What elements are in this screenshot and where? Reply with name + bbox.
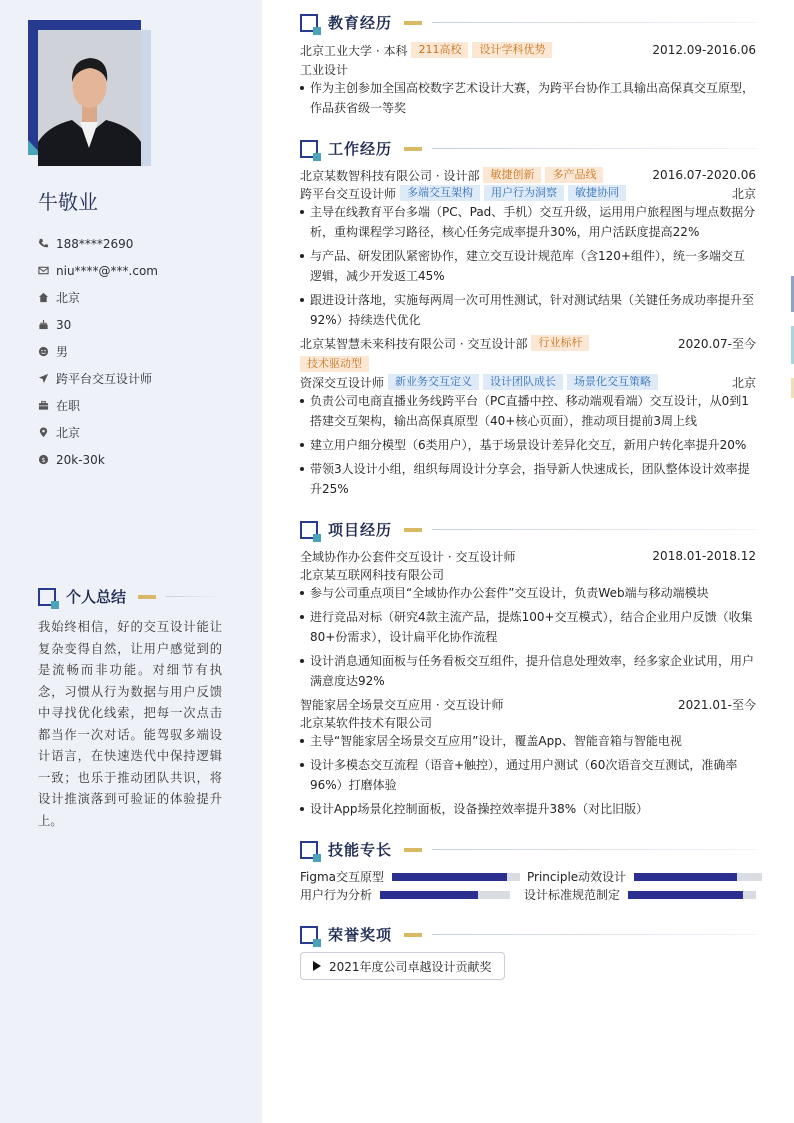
role-tag: 设计团队成长	[483, 374, 563, 390]
skill-bar-track	[380, 891, 510, 899]
company-tag: 敏捷创新	[483, 167, 541, 183]
project-title: 全域协作办公套件交互设计 · 交互设计师	[300, 549, 516, 564]
section-marker-icon	[38, 588, 56, 606]
project-org: 北京某软件技术有限公司	[300, 715, 433, 730]
skill-bar-fill	[392, 873, 507, 881]
skill-name: Figma交互原型	[300, 870, 385, 884]
contact-info-list	[38, 230, 158, 473]
skill-bar-fill	[380, 891, 478, 899]
skill-name: 用户行为分析	[300, 888, 373, 902]
info-target-city	[38, 419, 158, 446]
briefcase-icon	[38, 400, 56, 411]
education-major: 工业设计	[300, 62, 349, 77]
title-divider	[166, 596, 222, 597]
award-name: 2021年度公司卓越设计贡献奖	[329, 959, 492, 974]
company-tag: 多产品线	[545, 167, 603, 183]
role-tag: 多端交互架构	[400, 185, 480, 201]
avatar	[38, 30, 141, 166]
projects-heading	[300, 519, 756, 540]
job-city: 北京	[731, 375, 756, 390]
home-icon	[38, 292, 56, 303]
phone-value: 188****2690	[56, 236, 134, 251]
info-age	[38, 311, 158, 338]
job-role-row	[300, 373, 756, 391]
role-tag: 新业务交互定义	[388, 374, 479, 390]
candidate-name: 牛敬业	[38, 190, 98, 214]
triangle-right-icon	[313, 961, 321, 971]
title-accent-bar	[138, 595, 156, 599]
target-city-value: 北京	[56, 426, 81, 440]
money-icon	[38, 454, 56, 465]
skills-title: 技能专长	[328, 841, 393, 859]
skill-bar-fill	[628, 891, 743, 899]
info-email	[38, 257, 158, 284]
job-date: 2016.07-2020.06	[652, 168, 756, 182]
info-salary	[38, 446, 158, 473]
job-role: 资深交互设计师	[300, 375, 385, 390]
project-date: 2018.01-2018.12	[652, 549, 756, 563]
skill-item	[300, 868, 520, 885]
job-bullet: 与产品、研发团队紧密协作，建立交互设计规范库（含120+组件），统一多端交互逻辑，减少开发返工45%	[300, 246, 756, 286]
job-header	[300, 334, 756, 352]
company-tag: 行业标杆	[531, 335, 589, 351]
skill-bar-track	[634, 873, 762, 881]
summary-heading	[38, 586, 222, 607]
summary-text: 我始终相信，好的交互设计能让复杂变得自然，让用户感觉到的是流畅而非功能。对细节有执念，习惯从行为数据与用户反馈中寻找优化线索，把每一次点击都当作一次对话。能驾驭多端设计语言，在快速迭代中保持逻辑一致；也乐于推动团队共识，将设计推演落到可验证的体验提升上。	[38, 620, 222, 828]
target-job-value: 跨平台交互设计师	[56, 372, 153, 386]
project-bullet: 进行竞品对标（研究4款主流产品，提炼100+交互模式），结合企业用户反馈（收集80+份需求），设计扁平化协作流程	[300, 607, 756, 647]
job-role-row	[300, 184, 756, 202]
project-header	[300, 695, 756, 713]
email-value: niu****@***.com	[56, 263, 158, 278]
education-major-row	[300, 60, 756, 78]
section-marker-icon	[300, 926, 318, 944]
role-tag: 敏捷协同	[568, 185, 626, 201]
role-tag: 用户行为洞察	[484, 185, 564, 201]
job-city: 北京	[731, 186, 756, 201]
gender-value: 男	[56, 345, 69, 359]
location-value: 北京	[56, 291, 81, 305]
title-accent-bar	[404, 21, 422, 25]
skill-name: Principle动效设计	[527, 870, 627, 884]
age-value: 30	[56, 317, 72, 332]
cake-icon	[38, 319, 56, 330]
project-title: 智能家居全场景交互应用 · 交互设计师	[300, 697, 504, 712]
education-date: 2012.09-2016.06	[652, 43, 756, 57]
job-bullet: 建立用户细分模型（6类用户），基于场景设计差异化交互，新用户转化率提升20%	[300, 435, 756, 455]
title-divider	[432, 148, 756, 149]
skill-bar-fill	[634, 873, 736, 881]
job-date: 2020.07-至今	[678, 336, 756, 351]
job-header	[300, 166, 756, 184]
project-org: 北京某互联网科技有限公司	[300, 567, 445, 582]
title-divider	[432, 22, 756, 23]
title-divider	[432, 529, 756, 530]
info-target-job	[38, 365, 158, 392]
skill-bar-track	[392, 873, 520, 881]
status-value: 在职	[56, 399, 81, 413]
job-role: 跨平台交互设计师	[300, 186, 397, 201]
project-header	[300, 547, 756, 565]
section-marker-icon	[300, 140, 318, 158]
company-tag: 技术驱动型	[300, 356, 369, 372]
project-bullet: 设计App场景化控制面板，设备操控效率提升38%（对比旧版）	[300, 799, 756, 819]
title-accent-bar	[404, 933, 422, 937]
skills-heading	[300, 839, 756, 860]
section-marker-icon	[300, 841, 318, 859]
projects-title: 项目经历	[328, 521, 393, 539]
title-accent-bar	[404, 528, 422, 532]
skill-item	[527, 868, 762, 885]
education-title: 教育经历	[328, 14, 393, 32]
work-heading	[300, 138, 756, 159]
info-status	[38, 392, 158, 419]
section-marker-icon	[300, 521, 318, 539]
sidebar	[0, 0, 262, 1123]
phone-icon	[38, 238, 56, 249]
location-pin-icon	[38, 427, 56, 438]
mail-icon	[38, 265, 56, 276]
job-bullet: 带领3人设计小组，组织每周设计分享会，指导新人快速成长，团队整体设计效率提升25%	[300, 459, 756, 499]
skill-item	[524, 886, 756, 903]
title-divider	[432, 849, 756, 850]
summary-title: 个人总结	[66, 588, 127, 606]
project-org-row	[300, 565, 756, 583]
project-bullet: 主导“智能家居全场景交互应用”设计，覆盖App、智能音箱与智能电视	[300, 731, 756, 751]
salary-value: 20k-30k	[56, 452, 105, 467]
company-name: 北京某数智科技有限公司 · 设计部	[300, 168, 480, 183]
title-accent-bar	[404, 848, 422, 852]
education-header	[300, 41, 756, 59]
project-bullet: 参与公司重点项目“全域协作办公套件”交互设计，负责Web端与移动端模块	[300, 583, 756, 603]
school-name: 北京工业大学 · 本科	[300, 43, 408, 58]
award-item[interactable]	[300, 952, 505, 980]
project-bullet: 设计多模态交互流程（语音+触控），通过用户测试（60次语音交互测试，准确率96%）打磨体验	[300, 755, 756, 795]
education-tag: 211高校	[411, 42, 468, 58]
svg-text:$: $	[41, 455, 46, 464]
job-bullet: 负责公司电商直播业务线跨平台（PC直播中控、移动端观看端）交互设计，从0到1搭建交互架构，输出高保真原型（40+核心页面），推动项目提前3周上线	[300, 391, 756, 431]
company-name: 北京某智慧未来科技有限公司 · 交互设计部	[300, 336, 528, 351]
honors-title: 荣誉奖项	[328, 926, 393, 944]
skill-item	[300, 886, 510, 903]
work-title: 工作经历	[328, 140, 393, 158]
title-divider	[432, 934, 756, 935]
info-gender	[38, 338, 158, 365]
title-accent-bar	[404, 147, 422, 151]
send-icon	[38, 373, 56, 384]
education-tag: 设计学科优势	[472, 42, 552, 58]
job-bullet: 主导在线教育平台多端（PC、Pad、手机）交互升级，运用用户旅程图与埋点数据分析，重构课程学习路径，核心任务完成率提升30%，用户活跃度提高22%	[300, 202, 756, 242]
section-marker-icon	[300, 14, 318, 32]
education-heading	[300, 12, 756, 33]
project-bullet: 设计消息通知面板与任务看板交互组件，提升信息处理效率，经多家企业试用，用户满意度达92%	[300, 651, 756, 691]
job-tag-row	[300, 355, 756, 373]
skill-name: 设计标准规范制定	[524, 888, 621, 902]
honors-heading	[300, 924, 756, 945]
project-date: 2021.01-至今	[678, 697, 756, 712]
education-bullet: 作为主创参加全国高校数字艺术设计大赛，为跨平台协作工具输出高保真交互原型，作品获省级一等奖	[300, 78, 756, 118]
face-icon	[38, 346, 56, 357]
info-location	[38, 284, 158, 311]
project-org-row	[300, 713, 756, 731]
skill-bar-track	[628, 891, 756, 899]
job-bullet: 跟进设计落地，实施每两周一次可用性测试，针对测试结果（关键任务成功率提升至92%）持续迭代优化	[300, 290, 756, 330]
role-tag: 场景化交互策略	[567, 374, 658, 390]
info-phone	[38, 230, 158, 257]
